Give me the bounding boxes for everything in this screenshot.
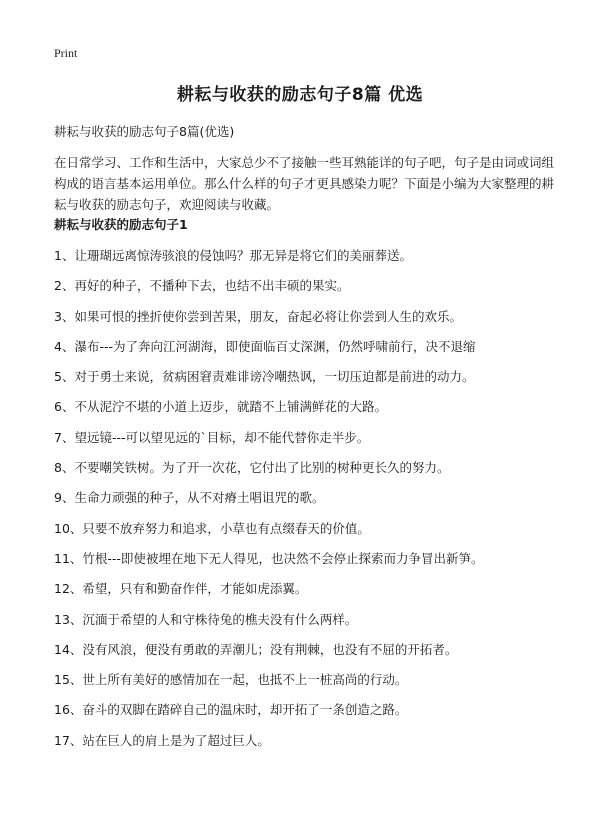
list-item: 2、再好的种子，不播种下去，也结不出丰硕的果实。	[54, 278, 350, 294]
list-item: 10、只要不放弃努力和追求，小草也有点缀春天的价值。	[54, 520, 370, 536]
list-item: 13、沉湎于希望的人和守株待兔的樵夫没有什么两样。	[54, 611, 358, 627]
document-subtitle: 耕耘与收获的励志句子8篇(优选)	[54, 124, 235, 139]
list-item: 14、没有风浪，便没有勇敢的弄潮儿；没有荆棘，也没有不屈的开拓者。	[54, 641, 458, 657]
print-link[interactable]: Print	[54, 46, 78, 60]
list-item: 9、生命力顽强的种子，从不对瘠土唱诅咒的歌。	[54, 490, 325, 506]
list-item: 8、不要嘲笑铁树。为了开一次花，它付出了比别的树种更长久的努力。	[54, 460, 450, 476]
list-item: 7、望远镜---可以望见远的`目标，却不能代替你走半步。	[54, 429, 370, 445]
section-heading: 耕耘与收获的励志句子1	[54, 217, 188, 232]
list-item: 3、如果可恨的挫折使你尝到苦果，朋友，奋起必将让你尝到人生的欢乐。	[54, 308, 462, 324]
intro-paragraph: 在日常学习、工作和生活中，大家总少不了接触一些耳熟能详的句子吧，句子是由词或词组构成的语言基本运用单位。那么什么样的句子才更具感染力呢？下面是小编为大家整理的耕耘与收获的励志句子，欢迎阅读与收藏。	[54, 155, 555, 212]
list-item: 11、竹根---即使被埋在地下无人得见，也决然不会停止探索而力争冒出新笋。	[54, 550, 484, 566]
list-item: 5、对于勇士来说，贫病困窘责难诽谤冷嘲热讽，一切压迫都是前进的动力。	[54, 369, 475, 385]
page-title: 耕耘与收获的励志句子8篇 优选	[176, 85, 424, 105]
list-item: 4、瀑布---为了奔向江河湖海，即使面临百丈深渊，仍然呼啸前行，决不退缩	[54, 338, 476, 354]
list-item: 1、让珊瑚远离惊涛骇浪的侵蚀吗？那无异是将它们的美丽葬送。	[54, 248, 412, 263]
list-item: 17、站在巨人的肩上是为了超过巨人。	[54, 732, 270, 748]
list-item: 12、希望，只有和勤奋作伴，才能如虎添翼。	[54, 581, 308, 597]
list-item: 16、奋斗的双脚在踏碎自己的温床时，却开拓了一条创造之路。	[54, 702, 408, 718]
list-item: 6、不从泥泞不堪的小道上迈步，就踏不上铺满鲜花的大路。	[54, 399, 387, 415]
list-item: 15、世上所有美好的感情加在一起，也抵不上一桩高尚的行动。	[54, 672, 408, 688]
quote-list	[54, 246, 574, 761]
